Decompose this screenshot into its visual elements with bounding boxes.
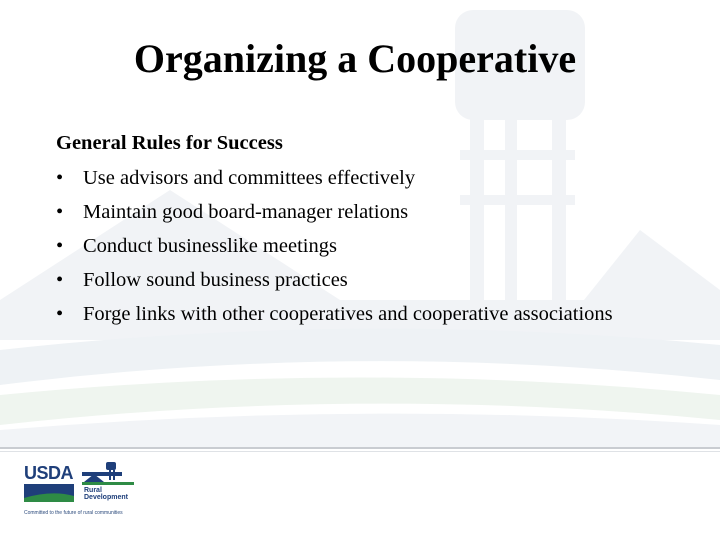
bullet-item	[56, 161, 656, 195]
bullet-marker: •	[56, 200, 64, 223]
bullet-text: Use advisors and committees effectively	[83, 166, 416, 189]
slide-title: Organizing a Cooperative	[133, 36, 577, 81]
bullet-item	[56, 229, 656, 263]
bullet-text: Maintain good board-manager relations	[83, 200, 409, 223]
bullet-text: Conduct businesslike meetings	[83, 234, 337, 257]
bullet-list	[56, 161, 656, 331]
bullet-item	[56, 263, 656, 297]
bullet-marker: •	[56, 166, 64, 189]
bullet-item	[56, 195, 656, 229]
bullet-item	[56, 297, 656, 331]
field-watermark	[0, 329, 720, 447]
development-wordmark: Development	[84, 494, 128, 501]
logo-tagline: Committed to the future of rural communities	[24, 510, 123, 516]
bullet-text: Forge links with other cooperatives and cooperative associations	[83, 302, 613, 325]
footer-divider	[0, 447, 720, 449]
section-heading: General Rules for Success	[56, 132, 283, 154]
rural-wordmark: Rural	[84, 487, 102, 494]
bullet-text: Follow sound business practices	[83, 268, 348, 291]
usda-wordmark: USDA	[24, 463, 74, 483]
bullet-marker: •	[56, 268, 64, 291]
footer-divider-thin	[0, 451, 720, 452]
usda-rural-development-logo	[22, 462, 147, 520]
bullet-marker: •	[56, 302, 64, 325]
bullet-marker: •	[56, 234, 64, 257]
slide-content	[56, 126, 656, 331]
